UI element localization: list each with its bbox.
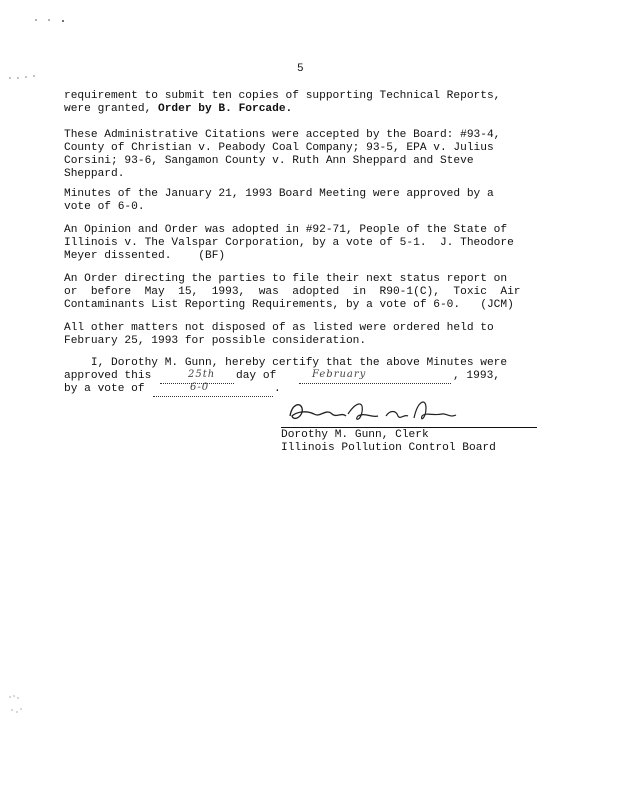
page-number: 5 xyxy=(297,63,304,75)
vote-handwritten: 6-0 xyxy=(190,382,210,393)
paragraph-minutes-line-1: Minutes of the January 21, 1993 Board Meeting were approved by a xyxy=(64,188,494,200)
signature-line xyxy=(281,427,537,428)
handwritten-signature xyxy=(286,394,486,428)
certification-day-of-label: day of xyxy=(236,370,277,382)
paragraph-citations-line-1: These Administrative Citations were accepted by the Board: #93-4, xyxy=(64,129,501,141)
paragraph-opinion-line-1: An Opinion and Order was adopted in #92-71, People of the State of xyxy=(64,224,508,236)
certification-line-1: I, Dorothy M. Gunn, hereby certify that the above Minutes were xyxy=(64,357,508,369)
certification-year: , 1993, xyxy=(453,370,500,382)
paragraph-citations-line-2: County of Christian v. Peabody Coal Company; 93-5, EPA v. Julius xyxy=(64,142,494,154)
paragraph-status-report-line-2: or before May 15, 1993, was adopted in R90-1(C), Toxic Air xyxy=(64,286,521,298)
signatory-name: Dorothy M. Gunn, Clerk xyxy=(281,429,429,441)
signatory-organization: Illinois Pollution Control Board xyxy=(281,442,496,454)
order-by-text: Order by B. Forcade. xyxy=(158,103,293,115)
paragraph-status-report-line-1: An Order directing the parties to file their next status report on xyxy=(64,273,508,285)
vote-blank xyxy=(153,385,273,397)
paragraph-technical-reports-line-1: requirement to submit ten copies of supporting Technical Reports, xyxy=(64,90,501,102)
paragraph-opinion-line-3: Meyer dissented. (BF) xyxy=(64,250,226,262)
paragraph-technical-reports-line-2 xyxy=(64,103,542,116)
paragraph-minutes-line-2: vote of 6-0. xyxy=(64,201,145,213)
paragraph-opinion-line-2: Illinois v. The Valspar Corporation, by a vote of 5-1. J. Theodore xyxy=(64,237,514,249)
certification-period: . xyxy=(274,383,281,395)
paragraph-status-report-line-3: Contaminants List Reporting Requirements, by a vote of 6-0. (JCM) xyxy=(64,299,514,311)
granted-text: were granted, xyxy=(64,103,158,115)
day-handwritten: 25th xyxy=(188,369,216,380)
certification-vote-label: by a vote of xyxy=(64,383,145,395)
paragraph-other-matters-line-1: All other matters not disposed of as listed were ordered held to xyxy=(64,322,494,334)
paragraph-other-matters-line-2: February 25, 1993 for possible consideration. xyxy=(64,335,367,347)
month-handwritten: February xyxy=(312,369,367,380)
paragraph-citations-line-3: Corsini; 93-6, Sangamon County v. Ruth Ann Sheppard and Steve xyxy=(64,155,474,167)
paragraph-citations-line-4: Sheppard. xyxy=(64,168,125,180)
certification-approved-label: approved this xyxy=(64,370,152,382)
